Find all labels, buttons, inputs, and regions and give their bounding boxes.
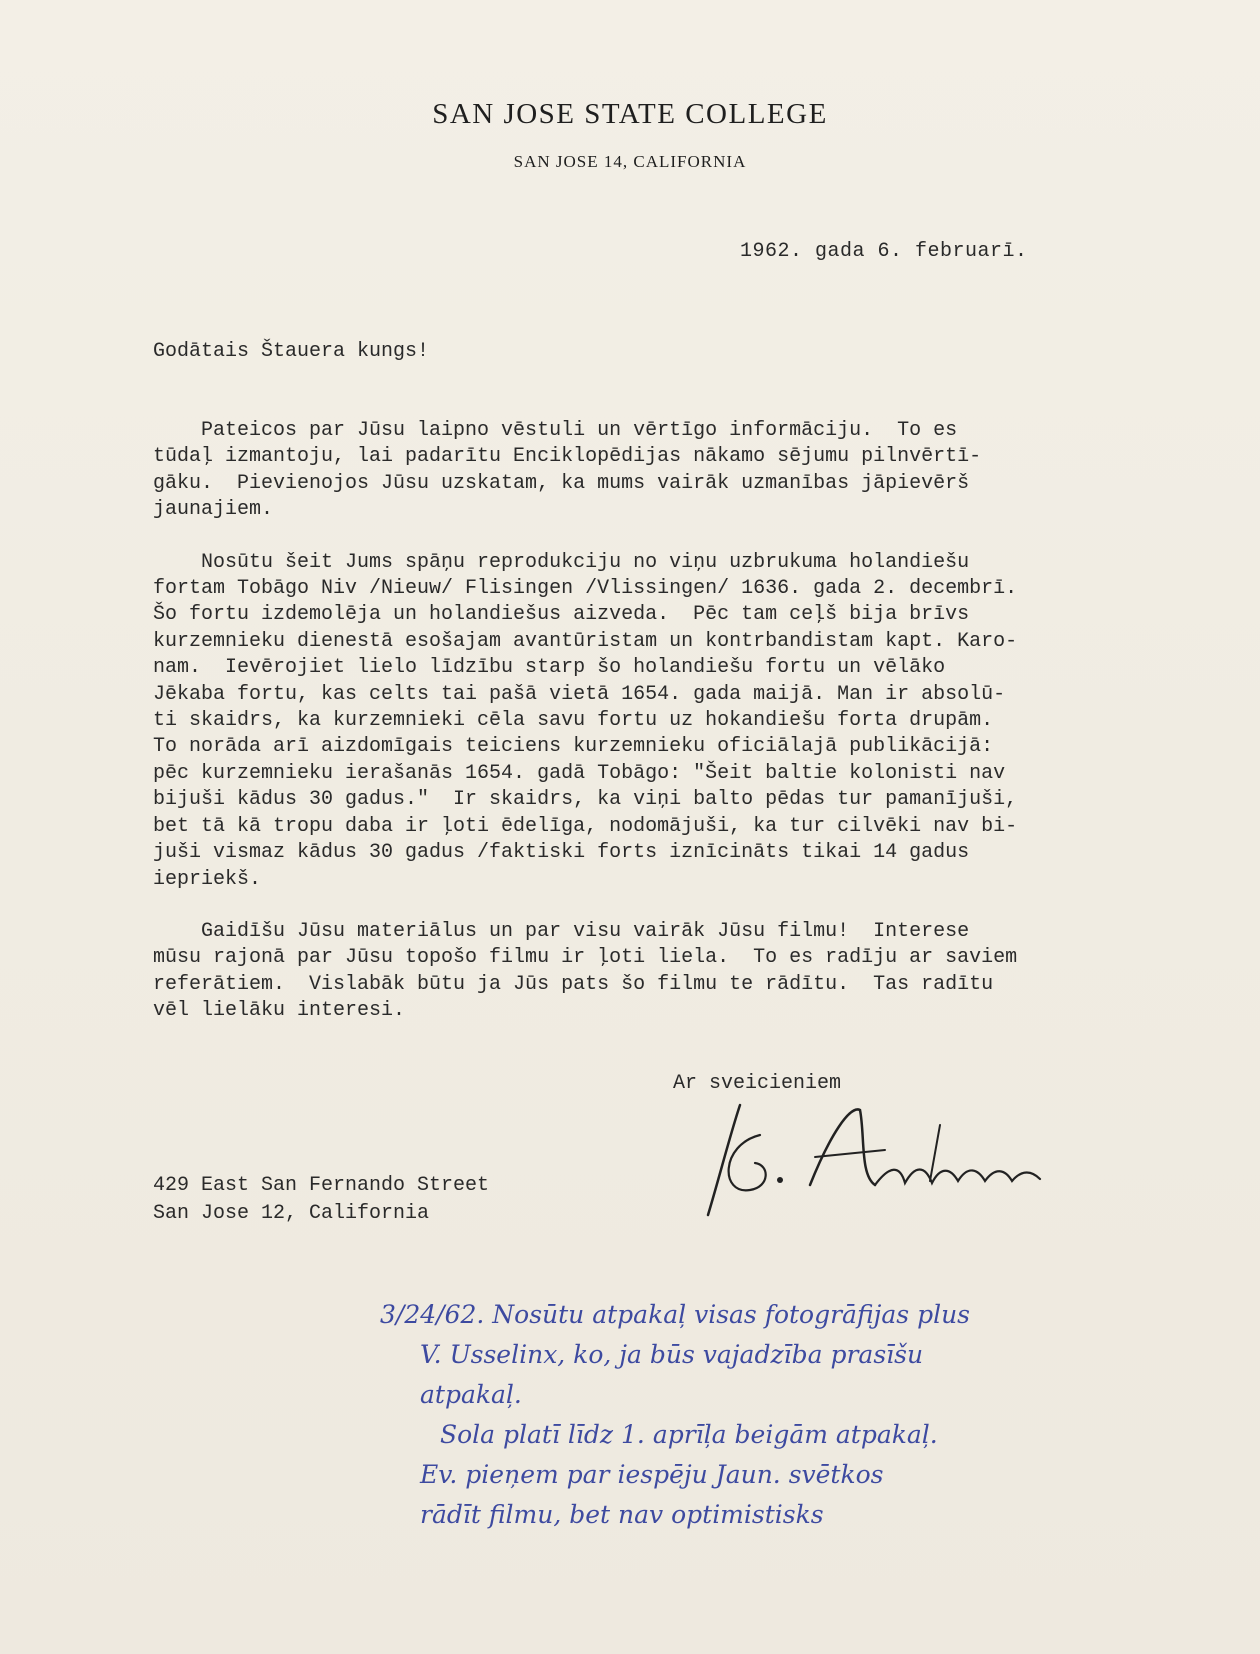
return-address — [153, 1172, 489, 1228]
note-line: rādīt filmu, bet nav optimistisks — [420, 1500, 824, 1529]
note-line: 3/24/62. Nosūtu atpakaļ visas fotogrāfijas plus — [380, 1300, 971, 1329]
return-address-line: San Jose 12, California — [153, 1202, 430, 1225]
salutation: Godātais Štauera kungs! — [153, 340, 430, 363]
closing: Ar sveicieniem — [673, 1072, 842, 1095]
signature — [700, 1095, 1120, 1235]
letterhead-address: SAN JOSE 14, CALIFORNIA — [513, 152, 747, 171]
note-line: atpakaļ. — [420, 1380, 522, 1409]
paragraph: Nosūtu šeit Jums spāņu reprodukciju no viņu uzbrukuma holandiešu fortam Tobāgo Niv /Nieuw/ Flisingen /Vlissingen/ 1636. gada 2. decembrī. Šo fortu izdemolēja un holandiešus aizveda. Pēc tam ceļš bija brīvs kurzemnieku dienestā esošajam avantūristam un kontrbandistam kapt. Karo- nam. Ievērojiet lielo līdzību starp šo holandiešu fortu un vēlāko Jēkaba fortu, kas celts tai pašā vietā 1654. gada maijā. Man ir absolū- ti skaidrs, ka kurzemnieki cēla savu fortu uz hokandiešu forta drupām. To norāda arī aizdomīgais teiciens kurzemnieku oficiālajā publikācijā: pēc kurzemnieku ierašanās 1654. gadā Tobāgo: "Šeit baltie kolonisti nav bijuši kādus 30 gadus." Ir skaidrs, ka viņi balto pēdas tur pamanījuši, bet tā kā tropu daba ir ļoti ēdelīga, nodomājuši, ka tur cilvēki nav bi- juši vismaz kādus 30 gadus /faktiski forts iznīcināts tikai 14 gadus iepriekš. — [153, 550, 1018, 891]
handwritten-note — [380, 1295, 1240, 1535]
note-line: V. Usselinx, ko, ja būs vajadzība prasīšu — [420, 1340, 924, 1369]
return-address-line: 429 East San Fernando Street — [153, 1174, 490, 1197]
paragraph: Gaidīšu Jūsu materiālus un par visu vairāk Jūsu filmu! Interese mūsu rajonā par Jūsu topošo filmu ir ļoti liela. To es radīju ar saviem referātiem. Vislabāk būtu ja Jūs pats šo filmu te rādītu. Tas radītu vēl lielāku interesi. — [153, 919, 1018, 1023]
note-line: Ev. pieņem par iespēju Jaun. svētkos — [420, 1460, 884, 1489]
letter-body — [153, 418, 1243, 1051]
letter-date: 1962. gada 6. februarī. — [740, 240, 1028, 263]
note-line: Sola platī līdz 1. aprīļa beigām atpakaļ. — [440, 1420, 938, 1449]
letterhead-institution: SAN JOSE STATE COLLEGE — [432, 98, 828, 130]
paragraph: Pateicos par Jūsu laipno vēstuli un vērtīgo informāciju. To es tūdaļ izmantoju, lai padarītu Enciklopēdijas nākamo sējumu pilnvērtī- gāku. Pievienojos Jūsu uzskatam, ka mums vairāk uzmanības jāpievērš jaunajiem. — [153, 419, 982, 522]
